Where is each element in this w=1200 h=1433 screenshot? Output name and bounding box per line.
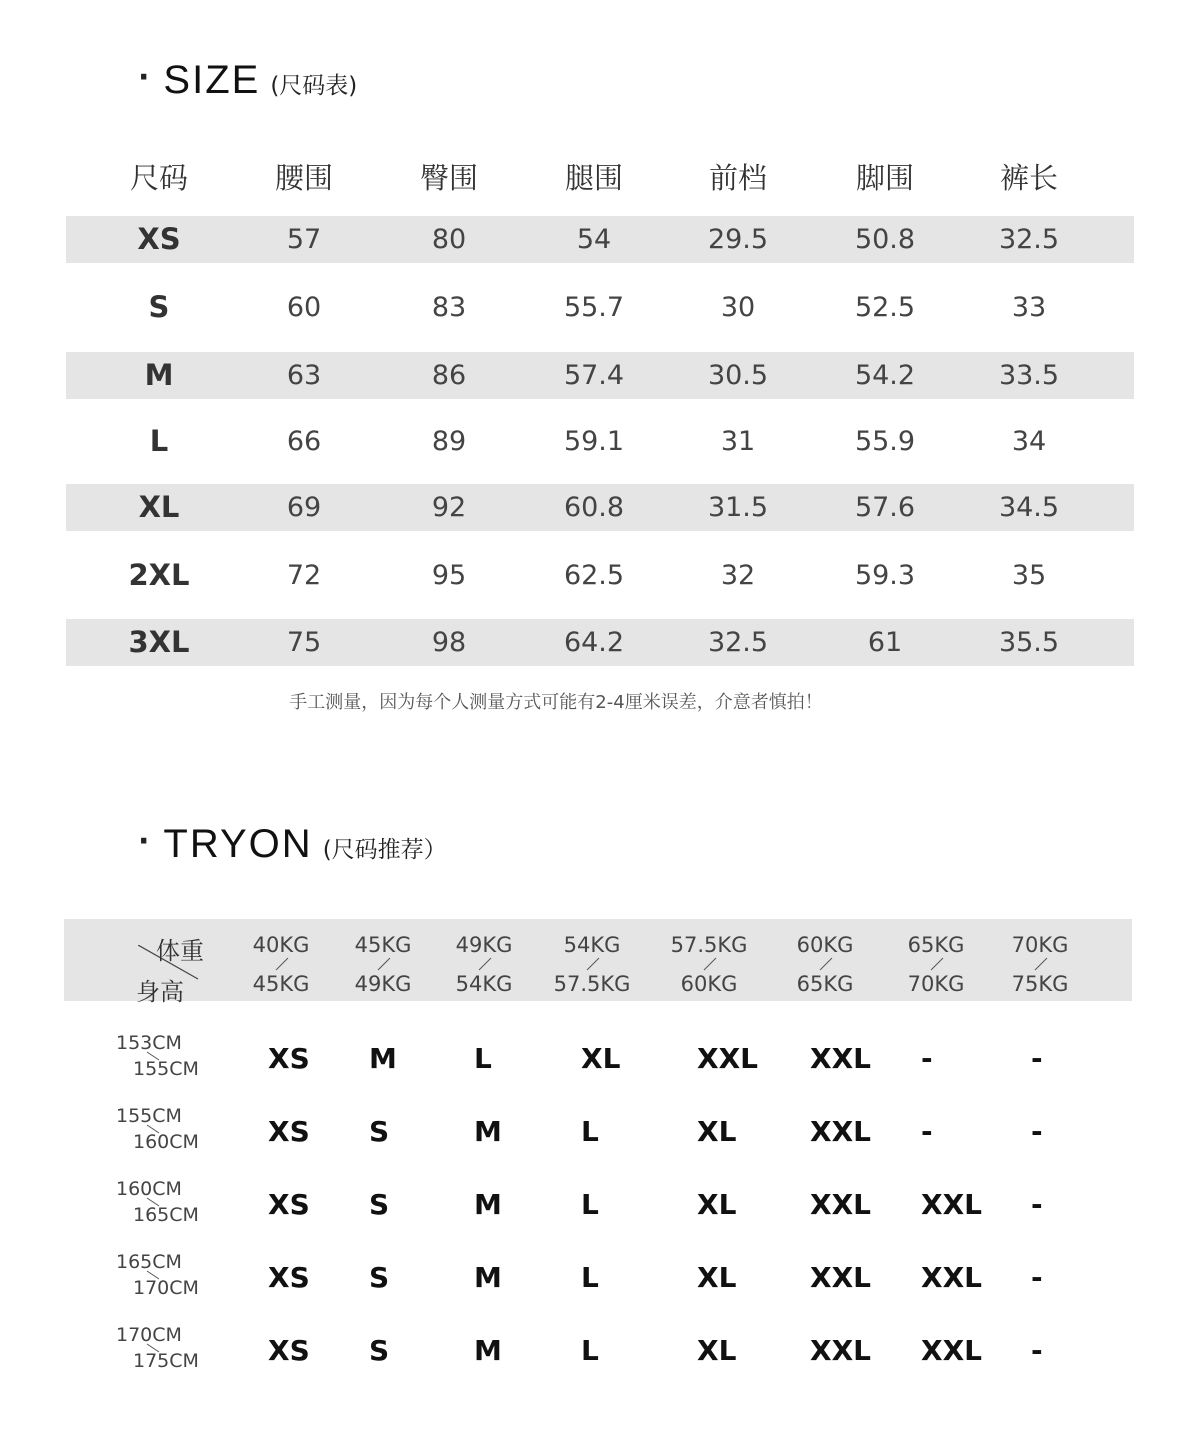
leg-opening-value: 50.8	[854, 224, 916, 255]
slash-icon	[586, 957, 600, 971]
slash-icon	[703, 957, 717, 971]
weight-to: 57.5KG	[553, 972, 631, 996]
slash-icon	[1034, 957, 1048, 971]
height-from: 165CM	[116, 1251, 182, 1273]
recommended-size: XL	[697, 1188, 737, 1221]
recommended-size: -	[1031, 1115, 1043, 1148]
waist-value: 75	[286, 627, 322, 658]
length-value: 34	[1011, 426, 1047, 457]
recommended-size: L	[581, 1188, 599, 1221]
recommended-size: XL	[697, 1115, 737, 1148]
length-value: 33	[1011, 292, 1047, 323]
bullet-icon: ·	[138, 60, 150, 95]
recommended-size: L	[581, 1261, 599, 1294]
hip-value: 95	[431, 560, 467, 591]
length-value: 34.5	[998, 492, 1060, 523]
rise-value: 32.5	[707, 627, 769, 658]
size-label: XL	[138, 490, 180, 524]
rise-value: 31	[720, 426, 756, 457]
weight-to: 70KG	[907, 972, 965, 996]
header-waist: 腰围	[274, 161, 333, 195]
height-to: 165CM	[133, 1204, 199, 1226]
slash-icon	[275, 957, 289, 971]
size-row	[66, 216, 1134, 263]
recommended-size: XS	[268, 1042, 310, 1075]
recommended-size: M	[474, 1115, 502, 1148]
leg-opening-value: 55.9	[854, 426, 916, 457]
height-to: 160CM	[133, 1131, 199, 1153]
recommended-size: S	[369, 1334, 390, 1367]
waist-value: 66	[286, 426, 322, 457]
size-row	[66, 418, 1134, 465]
recommended-size: M	[474, 1261, 502, 1294]
height-from: 160CM	[116, 1178, 182, 1200]
tryon-table-header	[64, 919, 1132, 1006]
hip-value: 89	[431, 426, 467, 457]
slash-icon	[478, 957, 492, 971]
size-label: XS	[137, 222, 181, 256]
recommended-size: XXL	[810, 1334, 872, 1367]
recommended-size: XS	[268, 1115, 310, 1148]
recommended-size: XL	[697, 1261, 737, 1294]
slash-icon	[819, 957, 833, 971]
rise-value: 29.5	[707, 224, 769, 255]
header-size: 尺码	[129, 161, 188, 195]
height-from: 155CM	[116, 1105, 182, 1127]
length-value: 35.5	[998, 627, 1060, 658]
recommended-size: S	[369, 1261, 390, 1294]
weight-from: 60KG	[796, 933, 854, 957]
tryon-row	[0, 1032, 1200, 1105]
thigh-value: 57.4	[563, 360, 625, 391]
header-rise: 前档	[708, 161, 767, 195]
weight-from: 54KG	[563, 933, 621, 957]
bullet-icon: ·	[138, 824, 150, 859]
size-label: S	[148, 290, 170, 324]
hip-value: 98	[431, 627, 467, 658]
recommended-size: M	[474, 1188, 502, 1221]
recommended-size: -	[1031, 1334, 1043, 1367]
size-label: 2XL	[128, 558, 190, 592]
recommended-size: XL	[697, 1334, 737, 1367]
leg-opening-value: 59.3	[854, 560, 916, 591]
recommended-size: S	[369, 1188, 390, 1221]
leg-opening-value: 54.2	[854, 360, 916, 391]
weight-to: 49KG	[354, 972, 412, 996]
recommended-size: -	[1031, 1261, 1043, 1294]
height-corner-label: 身高	[136, 978, 184, 1006]
tryon-section-title	[138, 822, 447, 867]
hip-value: 86	[431, 360, 467, 391]
size-title: SIZE	[163, 58, 261, 102]
recommended-size: XXL	[810, 1261, 872, 1294]
hip-value: 92	[431, 492, 467, 523]
size-row	[66, 484, 1134, 531]
header-hip: 臀围	[419, 161, 478, 195]
recommended-size: XXL	[921, 1261, 983, 1294]
tryon-title: TRYON	[163, 822, 313, 866]
slash-icon	[377, 957, 391, 971]
thigh-value: 55.7	[563, 292, 625, 323]
recommended-size: -	[1031, 1042, 1043, 1075]
weight-to: 54KG	[455, 972, 513, 996]
recommended-size: XXL	[697, 1042, 759, 1075]
waist-value: 63	[286, 360, 322, 391]
recommended-size: -	[921, 1115, 933, 1148]
recommended-size: XS	[268, 1261, 310, 1294]
hip-value: 83	[431, 292, 467, 323]
tryon-row	[0, 1324, 1200, 1397]
weight-to: 60KG	[680, 972, 738, 996]
recommended-size: S	[369, 1115, 390, 1148]
thigh-value: 64.2	[563, 627, 625, 658]
recommended-size: L	[581, 1115, 599, 1148]
rise-value: 32	[720, 560, 756, 591]
length-value: 35	[1011, 560, 1047, 591]
hip-value: 80	[431, 224, 467, 255]
height-from: 170CM	[116, 1324, 182, 1346]
waist-value: 72	[286, 560, 322, 591]
height-to: 170CM	[133, 1277, 199, 1299]
size-section-title	[138, 58, 357, 103]
weight-from: 45KG	[354, 933, 412, 957]
weight-from: 57.5KG	[670, 933, 748, 957]
measurement-note: 手工测量，因为每个人测量方式可能有2-4厘米误差，介意者慎拍！	[289, 692, 823, 713]
rise-value: 30	[720, 292, 756, 323]
recommended-size: XS	[268, 1334, 310, 1367]
height-from: 153CM	[116, 1032, 182, 1054]
rise-value: 30.5	[707, 360, 769, 391]
size-label: L	[149, 424, 169, 458]
header-leg-opening: 脚围	[855, 161, 914, 195]
height-to: 155CM	[133, 1058, 199, 1080]
tryon-row	[0, 1178, 1200, 1251]
recommended-size: -	[1031, 1188, 1043, 1221]
waist-value: 60	[286, 292, 322, 323]
recommended-size: XXL	[810, 1115, 872, 1148]
recommended-size: L	[581, 1334, 599, 1367]
weight-from: 49KG	[455, 933, 513, 957]
size-row	[66, 352, 1134, 399]
size-subtitle: (尺码表)	[270, 73, 358, 99]
recommended-size: XXL	[810, 1188, 872, 1221]
thigh-value: 54	[576, 224, 612, 255]
thigh-value: 59.1	[563, 426, 625, 457]
thigh-value: 60.8	[563, 492, 625, 523]
weight-from: 40KG	[252, 933, 310, 957]
header-thigh: 腿围	[564, 161, 623, 195]
recommended-size: L	[474, 1042, 492, 1075]
tryon-row	[0, 1105, 1200, 1178]
size-row	[66, 619, 1134, 666]
size-label: M	[144, 358, 174, 392]
height-to: 175CM	[133, 1350, 199, 1372]
recommended-size: XXL	[921, 1188, 983, 1221]
weight-to: 65KG	[796, 972, 854, 996]
size-row	[66, 552, 1134, 599]
recommended-size: -	[921, 1042, 933, 1075]
length-value: 32.5	[998, 224, 1060, 255]
waist-value: 69	[286, 492, 322, 523]
weight-from: 70KG	[1011, 933, 1069, 957]
size-table-header	[66, 150, 1134, 200]
recommended-size: XXL	[810, 1042, 872, 1075]
leg-opening-value: 52.5	[854, 292, 916, 323]
recommended-size: M	[369, 1042, 397, 1075]
recommended-size: M	[474, 1334, 502, 1367]
size-row	[66, 284, 1134, 331]
header-length: 裤长	[999, 161, 1058, 195]
slash-icon	[930, 957, 944, 971]
leg-opening-value: 57.6	[854, 492, 916, 523]
recommended-size: XL	[581, 1042, 621, 1075]
rise-value: 31.5	[707, 492, 769, 523]
recommended-size: XXL	[921, 1334, 983, 1367]
tryon-row	[0, 1251, 1200, 1324]
weight-corner-label: 体重	[156, 937, 204, 965]
weight-to: 45KG	[252, 972, 310, 996]
recommended-size: XS	[268, 1188, 310, 1221]
length-value: 33.5	[998, 360, 1060, 391]
weight-from: 65KG	[907, 933, 965, 957]
thigh-value: 62.5	[563, 560, 625, 591]
waist-value: 57	[286, 224, 322, 255]
leg-opening-value: 61	[867, 627, 903, 658]
tryon-subtitle: (尺码推荐）	[322, 837, 447, 863]
size-label: 3XL	[128, 625, 190, 659]
weight-to: 75KG	[1011, 972, 1069, 996]
